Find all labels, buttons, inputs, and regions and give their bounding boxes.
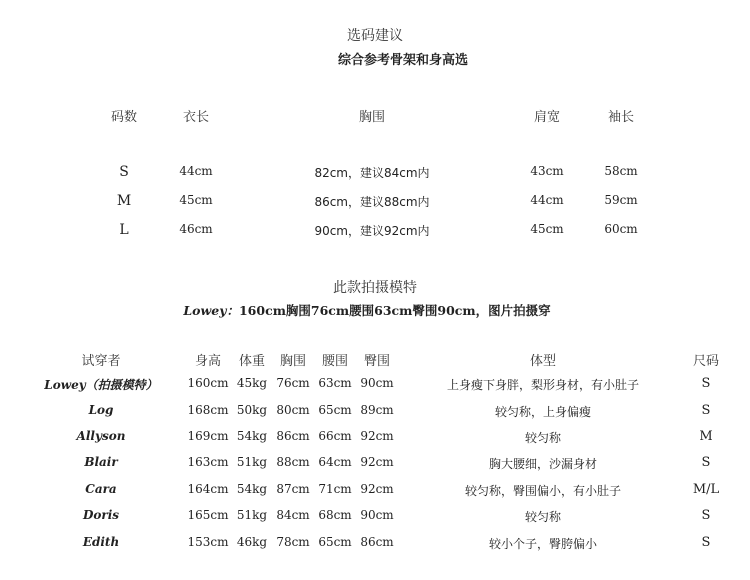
height-cell: 168cm	[187, 403, 229, 417]
height-cell: 164cm	[187, 482, 229, 496]
size-cell: M	[116, 193, 132, 209]
tester-name: Allyson	[76, 429, 126, 443]
length-cell: 46cm	[179, 222, 213, 236]
weight-cell: 45kg	[236, 376, 268, 390]
sleeve-cell: 59cm	[604, 193, 638, 207]
waist-cell: 65cm	[318, 535, 352, 549]
weight-column-header: 体重	[238, 354, 266, 369]
size-column-header: 码数	[110, 110, 138, 125]
size-cell: M/L	[692, 482, 720, 497]
waist-cell: 65cm	[318, 403, 352, 417]
size-cell: S	[701, 535, 711, 550]
chest-cell: 86cm	[276, 429, 310, 443]
weight-cell: 54kg	[236, 482, 268, 496]
chest-cell: 76cm	[276, 376, 310, 390]
shoulder-column-header: 肩宽	[533, 110, 561, 125]
hip-cell: 92cm	[360, 482, 394, 496]
waist-cell: 63cm	[318, 376, 352, 390]
size-cell: S	[119, 164, 129, 180]
body-type-cell: 较小个子，臀胯偏小	[488, 537, 598, 551]
sleeve-column-header: 袖长	[607, 110, 635, 125]
hip-cell: 92cm	[360, 455, 394, 469]
size-cell: S	[701, 455, 711, 470]
size-cell: L	[119, 222, 129, 238]
size-cell: S	[701, 403, 711, 418]
size-guide-title: 选码建议	[347, 28, 403, 44]
chest-column-header: 胸围	[279, 354, 307, 369]
tester-name: Cara	[85, 482, 117, 496]
height-cell: 153cm	[187, 535, 229, 549]
waist-cell: 71cm	[318, 482, 352, 496]
chest-cell: 82cm，建议84cm内	[314, 166, 430, 180]
tester-name: Log	[88, 403, 114, 417]
hip-cell: 90cm	[360, 376, 394, 390]
waist-cell: 68cm	[318, 508, 352, 522]
model-info-line	[183, 301, 550, 319]
waist-column-header: 腰围	[321, 354, 349, 369]
waist-cell: 66cm	[318, 429, 352, 443]
shoulder-cell: 45cm	[530, 222, 564, 236]
body-type-cell: 较匀称	[524, 431, 562, 445]
hip-cell: 90cm	[360, 508, 394, 522]
height-cell: 160cm	[187, 376, 229, 390]
size-cell: S	[701, 376, 711, 391]
height-cell: 165cm	[187, 508, 229, 522]
waist-cell: 64cm	[318, 455, 352, 469]
chest-cell: 88cm	[276, 455, 310, 469]
body-type-cell: 较匀称	[524, 510, 562, 524]
body-type-cell: 上身瘦下身胖，梨形身材，有小肚子	[446, 378, 640, 392]
sleeve-cell: 60cm	[604, 222, 638, 236]
model-section-title: 此款拍摄模特	[333, 280, 417, 296]
length-cell: 44cm	[179, 164, 213, 178]
model-name: Lowey：	[183, 303, 239, 318]
chest-cell: 80cm	[276, 403, 310, 417]
height-cell: 163cm	[187, 455, 229, 469]
chest-cell: 78cm	[276, 535, 310, 549]
model-info: 160cm胸围76cm腰围63cm臀围90cm，图片拍摄穿	[238, 303, 551, 318]
length-column-header: 衣长	[182, 110, 210, 125]
body-type-cell: 较匀称，上身偏瘦	[494, 405, 592, 419]
hip-column-header: 臀围	[363, 354, 391, 369]
chest-cell: 87cm	[276, 482, 310, 496]
body-type-cell: 胸大腰细，沙漏身材	[488, 457, 598, 471]
tester-column-header: 试穿者	[81, 354, 121, 369]
weight-cell: 54kg	[236, 429, 268, 443]
tester-name: Doris	[82, 508, 120, 522]
size-cell: S	[701, 508, 711, 523]
length-cell: 45cm	[179, 193, 213, 207]
body-type-column-header: 体型	[529, 354, 557, 369]
shoulder-cell: 44cm	[530, 193, 564, 207]
sleeve-cell: 58cm	[604, 164, 638, 178]
size-column-header: 尺码	[692, 354, 720, 369]
chest-column-header: 胸围	[358, 110, 386, 125]
body-type-cell: 较匀称，臀围偏小，有小肚子	[464, 484, 622, 498]
hip-cell: 89cm	[360, 403, 394, 417]
weight-cell: 51kg	[236, 455, 268, 469]
chest-cell: 90cm，建议92cm内	[314, 224, 430, 238]
hip-cell: 92cm	[360, 429, 394, 443]
tester-name: Edith	[82, 535, 120, 549]
weight-cell: 50kg	[236, 403, 268, 417]
size-guide-subtitle: 综合参考骨架和身高选	[337, 53, 469, 68]
tester-name: Blair	[84, 455, 118, 469]
tester-name: Lowey（拍摄模特）	[44, 378, 158, 392]
height-cell: 169cm	[187, 429, 229, 443]
chest-cell: 84cm	[276, 508, 310, 522]
size-cell: M	[699, 429, 713, 444]
hip-cell: 86cm	[360, 535, 394, 549]
height-column-header: 身高	[194, 354, 222, 369]
weight-cell: 51kg	[236, 508, 268, 522]
weight-cell: 46kg	[236, 535, 268, 549]
shoulder-cell: 43cm	[530, 164, 564, 178]
chest-cell: 86cm，建议88cm内	[314, 195, 430, 209]
